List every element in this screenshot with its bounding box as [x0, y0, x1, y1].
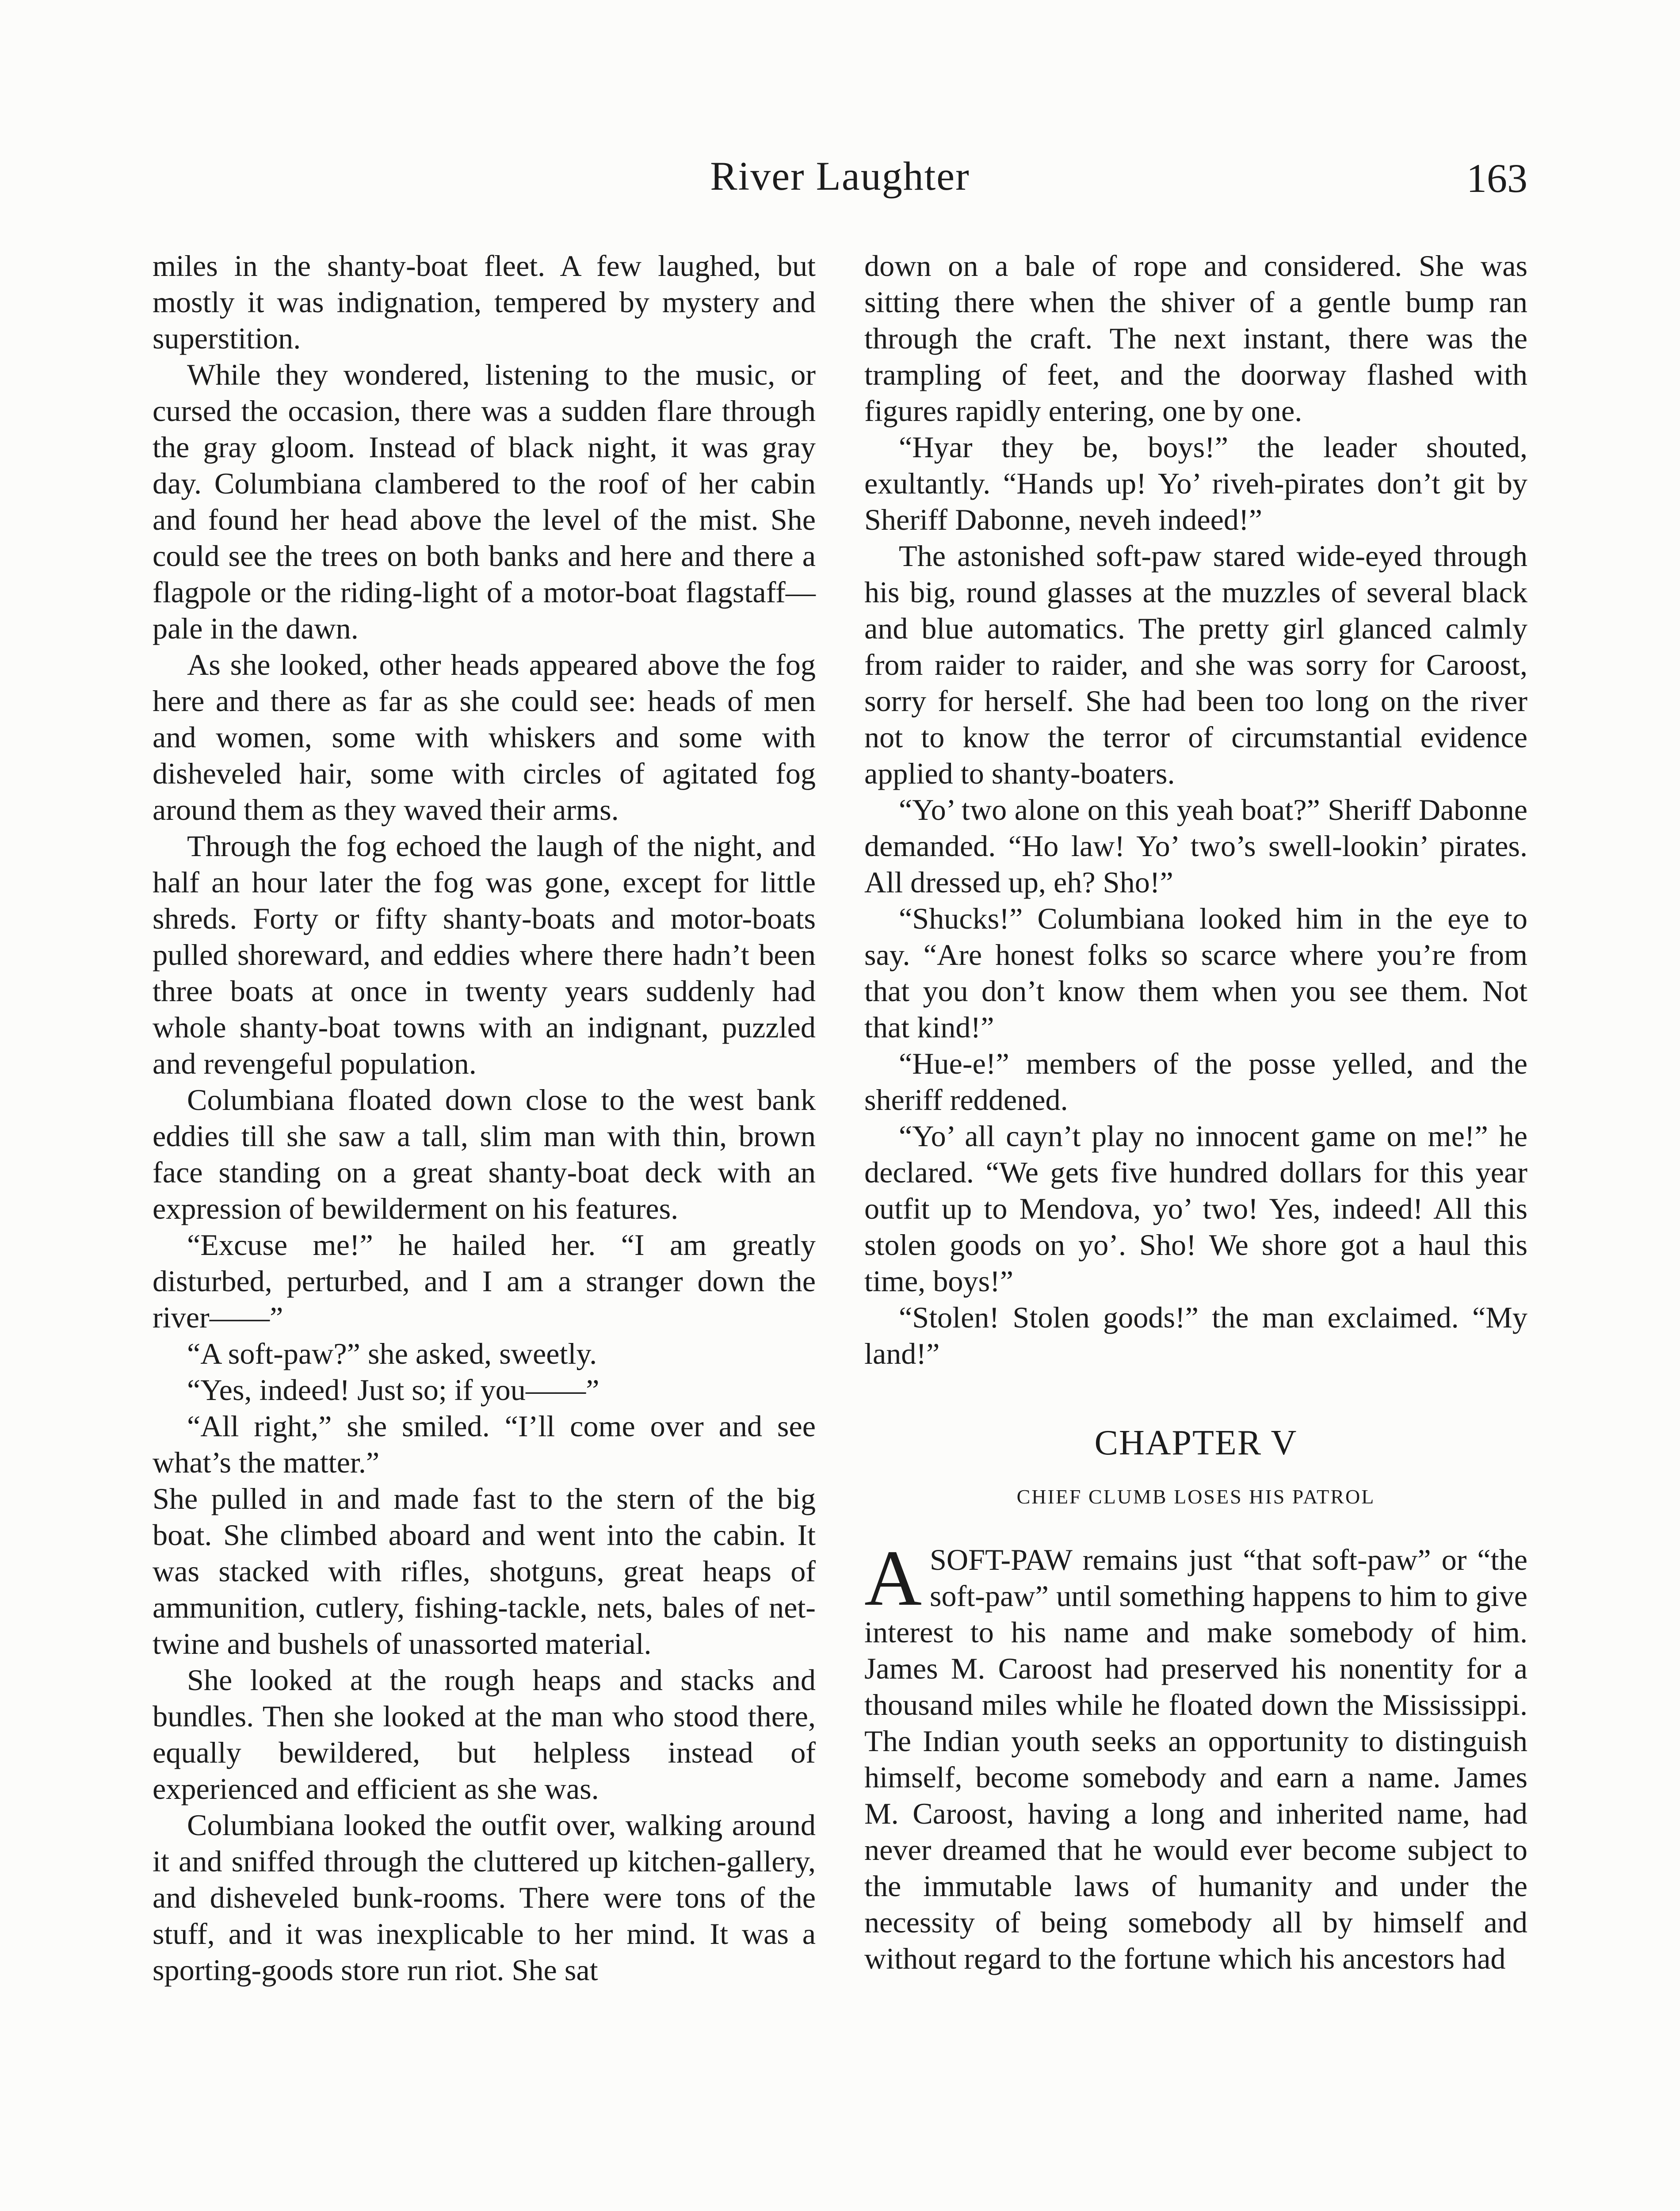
paragraph: “Yo’ all cayn’t play no innocent game on me!” he declared. “We gets five hundred dollars for this year outfit up to Mendova, yo’ two! Yes, indeed! All this stolen goods on yo’. Sho! We shore got a haul this time, boys!” — [864, 1119, 1527, 1298]
paragraph: “A soft-paw?” she asked, sweetly. — [187, 1337, 597, 1370]
chapter-heading: CHAPTER V — [1094, 1423, 1298, 1462]
chapter-body — [864, 1534, 1527, 1977]
paragraph: “Hue-e!” members of the posse yelled, and the sheriff reddened. — [864, 1047, 1527, 1117]
paragraph: Columbiana floated down close to the west bank eddies till she saw a tall, slim man with thin, brown face standing on a great shanty-boat deck with an expression of bewilderment on his features. — [153, 1083, 816, 1225]
page-number: 163 — [1466, 156, 1527, 201]
paragraph: “Stolen! Stolen goods!” the man exclaimed. “My land!” — [864, 1301, 1527, 1370]
paragraph: She pulled in and made fast to the stern of the big boat. She climbed aboard and went into the cabin. It was stacked with rifles, shotguns, great heaps of ammunition, cutlery, fishing-tackle, nets, bales of net-twine and bushels of unassorted material. — [153, 1482, 816, 1660]
paragraph: “Yo’ two alone on this yeah boat?” Sheriff Dabonne demanded. “Ho law! Yo’ two’s swell-lookin’ pirates. All dressed up, eh? Sho!” — [864, 793, 1527, 899]
paragraph: While they wondered, listening to the music, or cursed the occasion, there was a sudden flare through the gray gloom. Instead of black night, it was gray day. Columbiana clambered to the roof of her cabin and found her head above the level of the mist. She could see the trees on both banks and here and there a flagpole or the riding-light of a motor-boat flagstaff—pale in the dawn. — [153, 358, 816, 645]
paragraph: The astonished soft-paw stared wide-eyed through his big, round glasses at the muzzles of several black and blue automatics. The pretty girl glanced calmly from raider to raider, and she was sorry for Caroost, sorry for herself. She had been too long on the river not to know the terror of circumstantial evidence applied to shanty-boaters. — [864, 539, 1527, 790]
paragraph: “Shucks!” Columbiana looked him in the eye to say. “Are honest folks so scarce where you’re from that you don’t know them when you see them. Not that kind!” — [864, 902, 1527, 1044]
paragraph: “All right,” she smiled. “I’ll come over and see what’s the matter.” — [153, 1409, 816, 1479]
left-column — [153, 248, 816, 1988]
chapter-first-paragraph: SOFT-PAW remains just “that soft-paw” or “the soft-paw” until something happens to him to give interest to his name and make somebody of him. James M. Caroost had preserved his nonentity for a thousand miles while he floated down the Mississippi. The Indian youth seeks an opportunity to distinguish himself, become somebody and earn a name. James M. Caroost, having a long and inherited name, had never dreamed that he would ever become subject to the immutable laws of humanity and under the necessity of being somebody all by himself and without regard to the fortune which his ancestors had — [864, 1543, 1527, 1975]
drop-cap: A — [864, 1534, 922, 1622]
paragraph: down on a bale of rope and considered. She was sitting there when the shiver of a gentle bump ran through the craft. The next instant, there was the trampling of feet, and the doorway flashed with figures rapidly entering, one by one. — [864, 249, 1527, 428]
paragraph: Through the fog echoed the laugh of the night, and half an hour later the fog was gone, except for little shreds. Forty or fifty shanty-boats and motor-boats pulled shoreward, and eddies where there hadn’t been three boats at once in twenty years suddenly had whole shanty-boat towns with an indignant, puzzled and revengeful population. — [153, 829, 816, 1080]
paragraph: As she looked, other heads appeared above the fog here and there as far as she could see: heads of men and women, some with whiskers and some with disheveled hair, some with circles of agitated fog around them as they waved their arms. — [153, 648, 816, 826]
paragraph: “Yes, indeed! Just so; if you——” — [187, 1373, 599, 1407]
running-title: River Laughter — [710, 153, 970, 199]
paragraph: “Excuse me!” he hailed her. “I am greatly disturbed, perturbed, and I am a stranger down the river——” — [153, 1228, 816, 1334]
right-column — [864, 248, 1527, 1977]
paragraph: Columbiana looked the outfit over, walking around it and sniffed through the cluttered up kitchen-gallery, and disheveled bunk-rooms. There were tons of the stuff, and it was inexplicable to her mind. It was a sporting-goods store run riot. She sat — [153, 1808, 816, 1987]
chapter-subtitle: CHIEF CLUMB LOSES HIS PATROL — [1016, 1485, 1375, 1508]
paragraph: miles in the shanty-boat fleet. A few laughed, but mostly it was indignation, tempered by mystery and superstition. — [153, 249, 816, 355]
paragraph: “Hyar they be, boys!” the leader shouted, exultantly. “Hands up! Yo’ riveh-pirates don’t git by Sheriff Dabonne, neveh indeed!” — [864, 430, 1527, 536]
paragraph: She looked at the rough heaps and stacks and bundles. Then she looked at the man who stood there, equally bewildered, but helpless instead of experienced and efficient as she was. — [153, 1663, 816, 1806]
